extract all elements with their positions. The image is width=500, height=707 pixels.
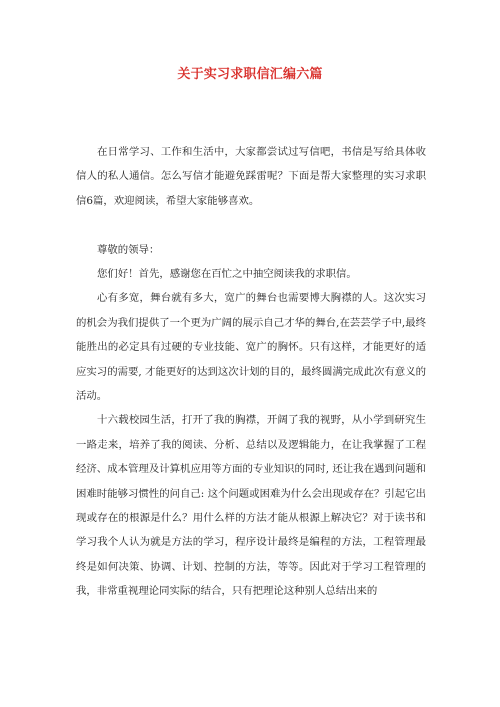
document-title: 关于实习求职信汇编六篇: [177, 67, 323, 82]
body-paragraph-2: 十六载校园生活，打开了我的胸襟，开阔了我的视野，从小学到研究生一路走来，培养了我的阅读、分析、总结以及逻辑能力，在让我掌握了工程经济、成本管理及计算机应用等方面的专业知识的同时, 还让我在遇到问题和困难时能够习惯性的问自己: 这个问题或困难为什么会出现或存在？引起它出现或存在的根源是什么？用什么样的方法才能从根源上解决它？对于读书和学习我个人认为就是方法的学习，程序设计最终是编程的方法，工程管理最终是如何决策、协调、计划、控制的方法，等等。因此对于学习工程管理的我，非常重视理论同实际的结合，只有把理论这种别人总结出来的: [76, 414, 426, 598]
intro-paragraph: 在日常学习、工作和生活中，大家都尝试过写信吧，书信是写给具体收信人的私人通信。怎么写信才能避免踩雷呢？下面是帮大家整理的实习求职信6篇，欢迎阅读，希望大家能够喜欢。: [76, 146, 426, 207]
greeting-paragraph: 您们好！首先，感谢您在百忙之中抽空阅读我的求职信。: [97, 268, 357, 281]
body-paragraph-1: 心有多宽，舞台就有多大，宽广的舞台也需要博大胸襟的人。这次实习的机会为我们提供了一个更为广阔的展示自己才华的舞台,在芸芸学子中,最终能胜出的必定具有过硬的专业技能、宽广的胸怀。只有这样，才能更好的适应实习的需要, 才能更好的达到这次计划的目的，最终圆满完成此次有意义的活动。: [76, 292, 426, 403]
document-body: [76, 140, 426, 604]
salutation: 尊敬的领导：: [97, 243, 160, 256]
